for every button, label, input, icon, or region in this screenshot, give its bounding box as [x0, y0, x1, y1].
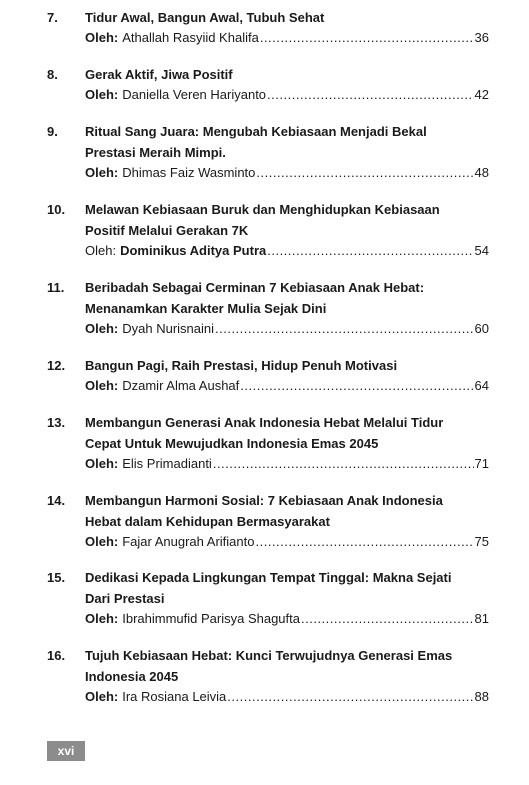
author-name: Dominikus Aditya Putra: [120, 243, 267, 258]
author-name: Athallah Rasyiid Khalifa: [122, 30, 259, 45]
entry-title: Beribadah Sebagai Cerminan 7 Kebiasaan Anak Hebat: Menanamkan Karakter Mulia Sejak Dini: [85, 280, 425, 316]
author-name: Daniella Veren Hariyanto: [122, 87, 267, 102]
entry-byline: [85, 28, 489, 48]
author-name: Dzamir Alma Aushaf: [122, 378, 240, 393]
entry-byline: [85, 609, 489, 629]
entry-number: 11.: [47, 280, 65, 295]
page-number: 75: [474, 534, 489, 549]
dot-leader: [255, 532, 473, 552]
entry-byline: [85, 687, 489, 707]
page-number: 71: [474, 456, 489, 471]
oleh-label: Oleh:: [85, 87, 119, 102]
entry-title: Melawan Kebiasaan Buruk dan Menghidupkan Kebiasaan Positif Melalui Gerakan 7K: [85, 202, 440, 238]
dot-leader: [213, 454, 474, 474]
author-name: Fajar Anugrah Arifianto: [122, 534, 255, 549]
page-number: 88: [474, 689, 489, 704]
author-name: Elis Primadianti: [122, 456, 212, 471]
entry-number: 12.: [47, 358, 66, 373]
entry-title: Dedikasi Kepada Lingkungan Tempat Tinggal: Makna Sejati Dari Prestasi: [85, 570, 452, 606]
page-number: 81: [474, 611, 489, 626]
entry-byline: [85, 319, 489, 339]
dot-leader: [256, 163, 473, 183]
oleh-label: Oleh:: [85, 321, 119, 336]
footer-page-number: xvi: [47, 741, 85, 761]
oleh-label: Oleh:: [85, 243, 117, 258]
dot-leader: [260, 28, 474, 48]
page-number: 36: [474, 30, 489, 45]
entry-byline: [85, 85, 489, 105]
author-name: Ibrahimmufid Parisya Shagufta: [122, 611, 300, 626]
page-number: 42: [474, 87, 489, 102]
entry-title: Gerak Aktif, Jiwa Positif: [85, 67, 233, 82]
page-number: 48: [474, 165, 489, 180]
entry-number: 13.: [47, 415, 66, 430]
oleh-label: Oleh:: [85, 534, 119, 549]
oleh-label: Oleh:: [85, 30, 119, 45]
entry-byline: [85, 532, 489, 552]
entry-number: 14.: [47, 493, 66, 508]
author-name: Ira Rosiana Leivia: [122, 689, 227, 704]
dot-leader: [215, 319, 474, 339]
oleh-label: Oleh:: [85, 165, 119, 180]
dot-leader: [267, 241, 473, 261]
oleh-label: Oleh:: [85, 611, 119, 626]
entry-byline: [85, 163, 489, 183]
oleh-label: Oleh:: [85, 378, 119, 393]
entry-number: 10.: [47, 202, 66, 217]
dot-leader: [240, 376, 473, 396]
entry-title: Membangun Harmoni Sosial: 7 Kebiasaan Anak Indonesia Hebat dalam Kehidupan Bermasyarakat: [85, 493, 443, 529]
page-number: 54: [474, 243, 489, 258]
entry-number: 15.: [47, 570, 66, 585]
dot-leader: [267, 85, 473, 105]
entry-title: Ritual Sang Juara: Mengubah Kebiasaan Menjadi Bekal Prestasi Meraih Mimpi.: [85, 124, 427, 160]
entry-number: 7.: [47, 10, 58, 25]
author-name: Dhimas Faiz Wasminto: [122, 165, 256, 180]
entry-title: Tidur Awal, Bangun Awal, Tubuh Sehat: [85, 10, 325, 25]
oleh-label: Oleh:: [85, 456, 119, 471]
author-name: Dyah Nurisnaini: [122, 321, 214, 336]
entry-byline: [85, 454, 489, 474]
entry-byline: [85, 376, 489, 396]
dot-leader: [227, 687, 473, 707]
entry-number: 9.: [47, 124, 58, 139]
page-number: 64: [474, 378, 489, 393]
dot-leader: [301, 609, 474, 629]
page-number: 60: [474, 321, 489, 336]
oleh-label: Oleh:: [85, 689, 119, 704]
entry-byline: [85, 241, 489, 261]
entry-title: Membangun Generasi Anak Indonesia Hebat Melalui Tidur Cepat Untuk Mewujudkan Indonesia Emas 2045: [85, 415, 444, 451]
entry-number: 8.: [47, 67, 58, 82]
entry-title: Bangun Pagi, Raih Prestasi, Hidup Penuh Motivasi: [85, 358, 398, 373]
entry-number: 16.: [47, 648, 66, 663]
entry-title: Tujuh Kebiasaan Hebat: Kunci Terwujudnya Generasi Emas Indonesia 2045: [85, 648, 453, 684]
